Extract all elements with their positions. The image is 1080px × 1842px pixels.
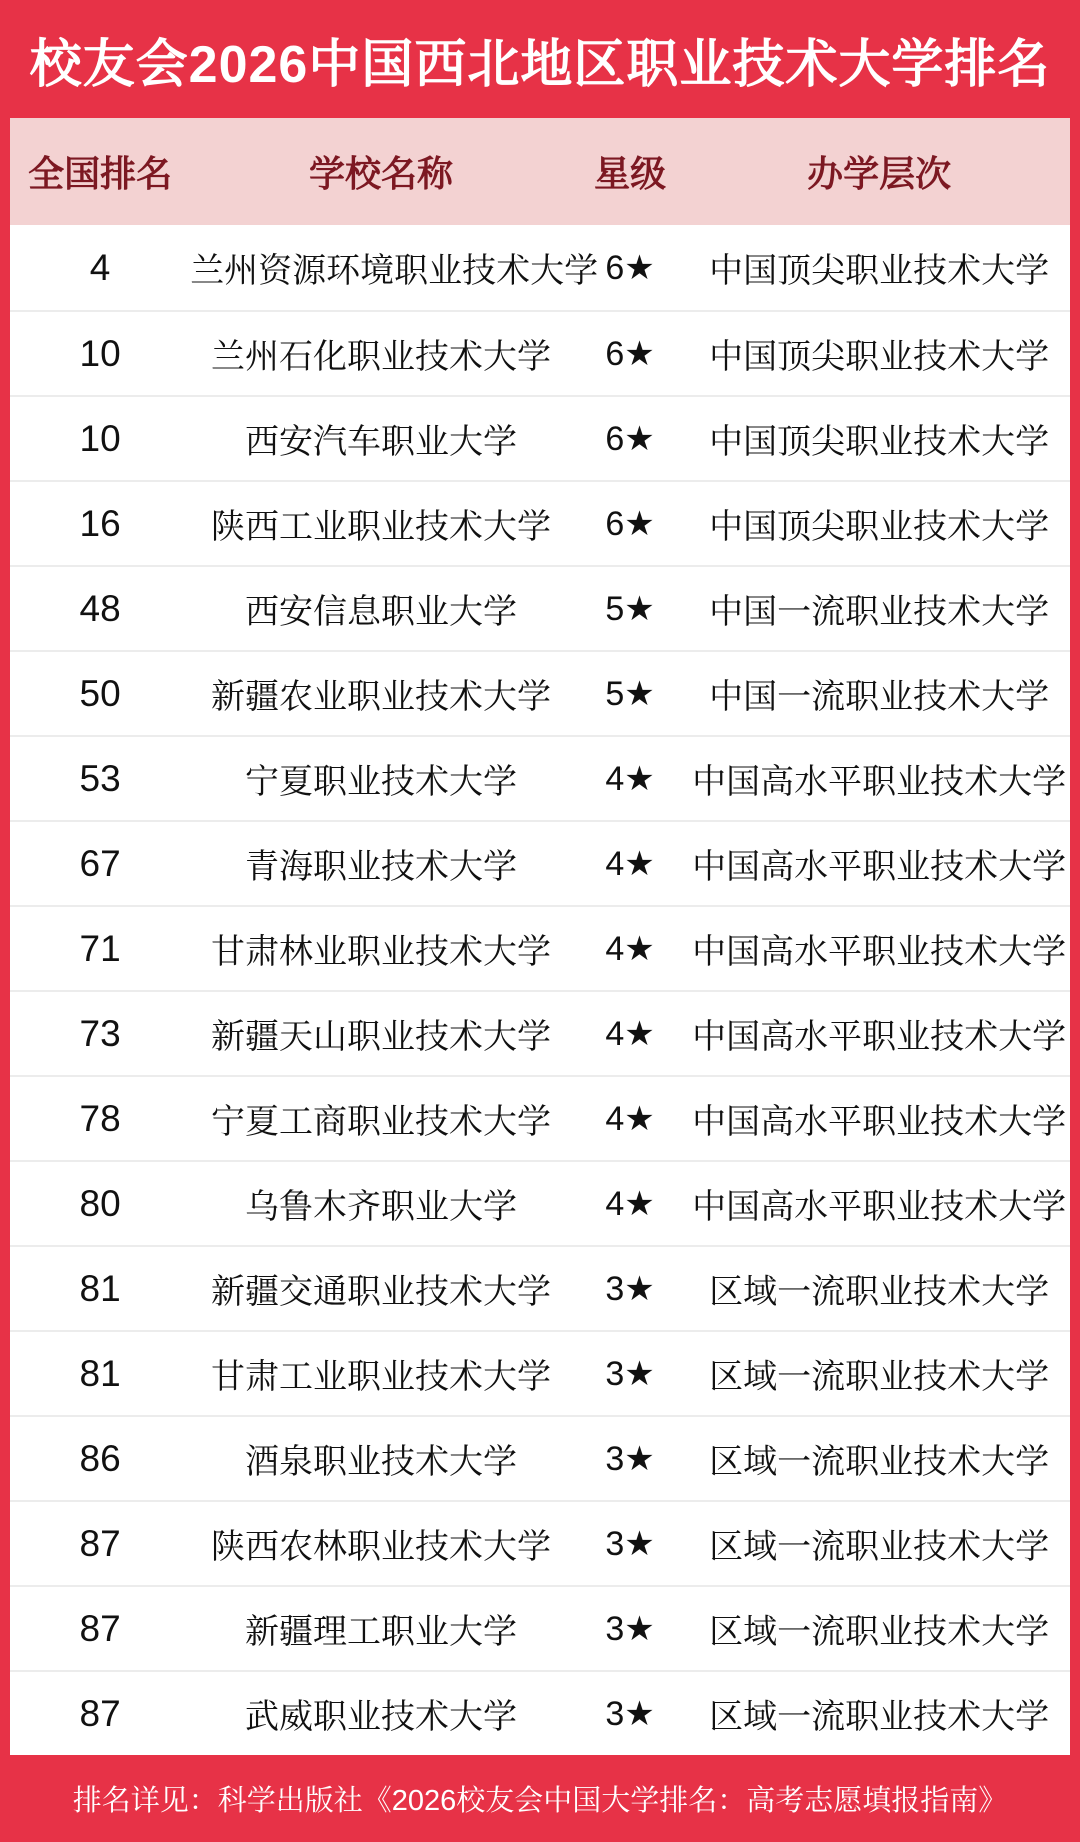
cell-star: 6★ <box>605 248 655 287</box>
cell-name: 陕西农林职业技术大学 <box>210 1528 551 1566</box>
table-row <box>10 820 1070 905</box>
cell-name: 新疆理工职业大学 <box>244 1613 517 1651</box>
table-row <box>10 735 1070 820</box>
cell-level: 中国顶尖职业技术大学 <box>709 423 1050 461</box>
cell-level: 中国一流职业技术大学 <box>709 593 1050 631</box>
cell-name: 甘肃林业职业技术大学 <box>210 933 551 971</box>
cell-name: 武威职业技术大学 <box>244 1698 517 1736</box>
cell-level: 中国高水平职业技术大学 <box>692 1018 1067 1056</box>
cell-name: 西安信息职业大学 <box>244 593 517 631</box>
table-row <box>10 310 1070 395</box>
cell-rank: 53 <box>79 757 121 799</box>
table-row <box>10 1585 1070 1670</box>
cell-rank: 73 <box>79 1012 121 1054</box>
cell-rank: 10 <box>79 417 121 459</box>
cell-star: 3★ <box>605 1609 655 1648</box>
cell-name: 青海职业技术大学 <box>244 848 517 886</box>
cell-level: 中国一流职业技术大学 <box>709 678 1050 716</box>
table-body <box>10 225 1070 1755</box>
cell-star: 4★ <box>605 759 655 798</box>
table-row <box>10 1160 1070 1245</box>
cell-level: 中国顶尖职业技术大学 <box>709 338 1050 376</box>
cell-rank: 81 <box>79 1267 121 1309</box>
cell-star: 3★ <box>605 1269 655 1308</box>
cell-rank: 87 <box>79 1522 121 1564</box>
table-row <box>10 1670 1070 1755</box>
cell-name: 兰州石化职业技术大学 <box>210 338 551 376</box>
cell-star: 3★ <box>605 1439 655 1478</box>
title-banner <box>0 0 1080 118</box>
cell-level: 中国高水平职业技术大学 <box>692 848 1067 886</box>
table-row <box>10 1075 1070 1160</box>
cell-star: 6★ <box>605 504 655 543</box>
table-header-row <box>10 118 1070 225</box>
cell-level: 中国高水平职业技术大学 <box>692 1188 1067 1226</box>
footer-note: 排名详见：科学出版社《2026校友会中国大学排名：高考志愿填报指南》 <box>72 1785 1008 1817</box>
column-header-rank: 全国排名 <box>28 153 173 194</box>
cell-star: 5★ <box>605 674 655 713</box>
footer-banner <box>0 1755 1080 1842</box>
cell-level: 区域一流职业技术大学 <box>709 1443 1050 1481</box>
cell-rank: 86 <box>79 1437 121 1479</box>
cell-level: 区域一流职业技术大学 <box>709 1273 1050 1311</box>
cell-rank: 4 <box>89 246 111 288</box>
cell-level: 中国高水平职业技术大学 <box>692 763 1067 801</box>
cell-name: 酒泉职业技术大学 <box>244 1443 517 1481</box>
cell-name: 宁夏工商职业技术大学 <box>210 1103 551 1141</box>
table-row <box>10 650 1070 735</box>
cell-rank: 10 <box>79 332 121 374</box>
cell-level: 区域一流职业技术大学 <box>709 1528 1050 1566</box>
cell-rank: 78 <box>79 1097 121 1139</box>
cell-star: 4★ <box>605 1184 655 1223</box>
cell-name: 甘肃工业职业技术大学 <box>210 1358 551 1396</box>
cell-name: 宁夏职业技术大学 <box>244 763 517 801</box>
column-header-star: 星级 <box>594 153 667 194</box>
cell-rank: 87 <box>79 1692 121 1734</box>
cell-rank: 67 <box>79 842 121 884</box>
cell-star: 3★ <box>605 1524 655 1563</box>
table-row <box>10 225 1070 310</box>
table-row <box>10 905 1070 990</box>
cell-name: 新疆交通职业技术大学 <box>210 1273 551 1311</box>
table-row <box>10 990 1070 1075</box>
cell-name: 新疆天山职业技术大学 <box>210 1018 551 1056</box>
cell-level: 中国顶尖职业技术大学 <box>709 252 1050 290</box>
cell-rank: 71 <box>79 927 121 969</box>
cell-rank: 81 <box>79 1352 121 1394</box>
table-row <box>10 565 1070 650</box>
cell-star: 5★ <box>605 589 655 628</box>
page-title: 校友会2026中国西北地区职业技术大学排名 <box>29 35 1051 94</box>
cell-level: 中国高水平职业技术大学 <box>692 1103 1067 1141</box>
cell-level: 中国高水平职业技术大学 <box>692 933 1067 971</box>
cell-star: 3★ <box>605 1694 655 1733</box>
table-row <box>10 480 1070 565</box>
cell-star: 6★ <box>605 419 655 458</box>
cell-star: 4★ <box>605 929 655 968</box>
table-row <box>10 1245 1070 1330</box>
cell-star: 3★ <box>605 1354 655 1393</box>
table-row <box>10 395 1070 480</box>
cell-star: 4★ <box>605 1099 655 1138</box>
cell-rank: 87 <box>79 1607 121 1649</box>
cell-name: 西安汽车职业大学 <box>244 423 517 461</box>
cell-name: 兰州资源环境职业技术大学 <box>190 252 599 290</box>
cell-rank: 50 <box>79 672 121 714</box>
table-row <box>10 1330 1070 1415</box>
cell-rank: 16 <box>79 502 121 544</box>
cell-star: 6★ <box>605 334 655 373</box>
cell-level: 区域一流职业技术大学 <box>709 1698 1050 1736</box>
cell-name: 新疆农业职业技术大学 <box>210 678 551 716</box>
ranking-table <box>10 118 1070 1755</box>
cell-name: 陕西工业职业技术大学 <box>210 508 551 546</box>
cell-star: 4★ <box>605 844 655 883</box>
cell-star: 4★ <box>605 1014 655 1053</box>
cell-name: 乌鲁木齐职业大学 <box>244 1188 517 1226</box>
cell-rank: 48 <box>79 587 121 629</box>
cell-level: 中国顶尖职业技术大学 <box>709 508 1050 546</box>
table-row <box>10 1500 1070 1585</box>
table-row <box>10 1415 1070 1500</box>
column-header-level: 办学层次 <box>807 153 952 194</box>
cell-rank: 80 <box>79 1182 121 1224</box>
cell-level: 区域一流职业技术大学 <box>709 1358 1050 1396</box>
column-header-name: 学校名称 <box>308 153 453 194</box>
cell-level: 区域一流职业技术大学 <box>709 1613 1050 1651</box>
